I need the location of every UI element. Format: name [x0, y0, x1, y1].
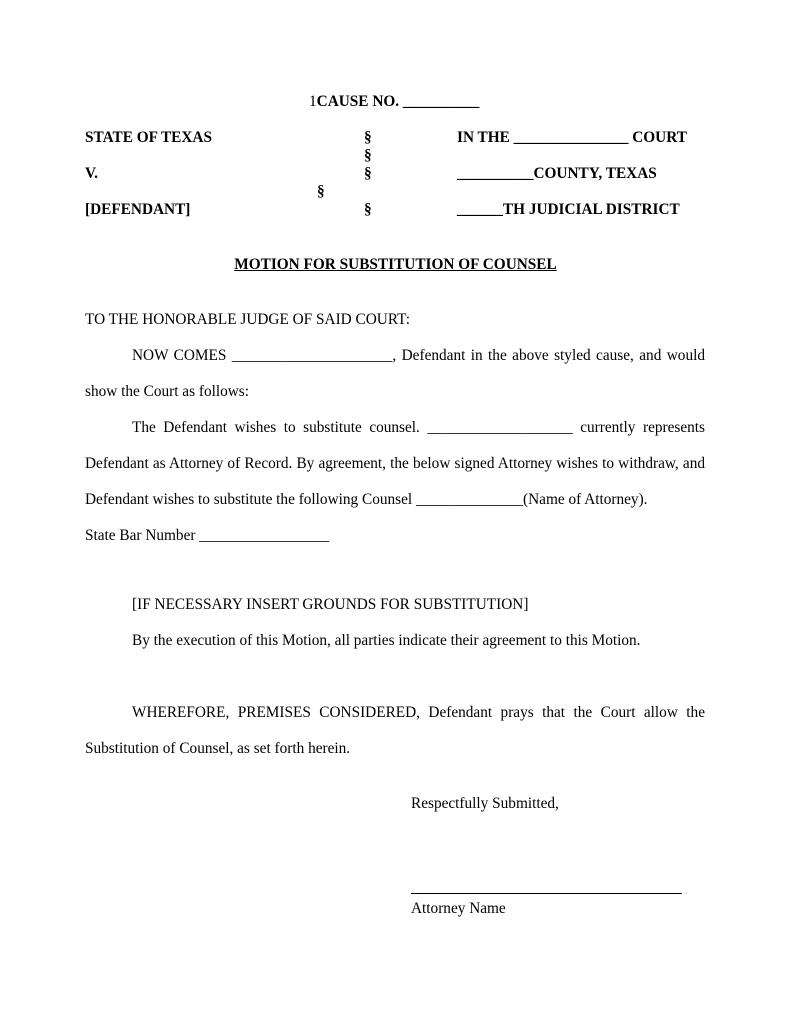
paragraph-wherefore: WHEREFORE, PREMISES CONSIDERED, Defendant prays that the Court allow the Substitution of Counsel, as set forth herein.	[85, 704, 705, 757]
caption-court: IN THE _______________ COURT	[457, 129, 687, 146]
caption-defendant: [DEFENDANT]	[85, 201, 191, 218]
caption-district: ______TH JUDICIAL DISTRICT	[457, 201, 680, 218]
salutation: TO THE HONORABLE JUDGE OF SAID COURT:	[85, 311, 410, 328]
cause-label: CAUSE NO. __________	[316, 93, 480, 110]
section-symbol: §	[364, 129, 372, 146]
section-symbol: §	[317, 183, 325, 200]
document-title: MOTION FOR SUBSTITUTION OF COUNSEL	[234, 256, 557, 273]
cause-number	[309, 93, 479, 111]
section-symbol: §	[364, 201, 372, 218]
state-bar-number: State Bar Number _________________	[85, 527, 330, 544]
section-symbol: §	[364, 165, 372, 182]
paragraph-substitute-counsel: The Defendant wishes to substitute counsel. ___________________ currently represents Defendant as Attorney of Record. By agreement, the below signed Attorney wishes to withdraw, and Defendant wishes to substitute the following Counsel ______________(Name of Attorney).	[85, 419, 705, 508]
signature-label: Attorney Name	[411, 900, 506, 917]
signature-line	[411, 893, 682, 894]
caption-versus: V.	[85, 165, 98, 182]
closing: Respectfully Submitted,	[411, 795, 559, 812]
paragraph-now-comes: NOW COMES _____________________, Defendant in the above styled cause, and would show the Court as follows:	[85, 347, 705, 400]
caption-county: __________COUNTY, TEXAS	[457, 165, 657, 182]
caption-plaintiff: STATE OF TEXAS	[85, 129, 212, 146]
section-symbol: §	[364, 147, 372, 164]
paragraph-agreement: By the execution of this Motion, all parties indicate their agreement to this Motion.	[132, 632, 641, 649]
grounds-placeholder: [IF NECESSARY INSERT GROUNDS FOR SUBSTITUTION]	[132, 596, 529, 613]
footnote-marker: 1	[309, 93, 317, 110]
